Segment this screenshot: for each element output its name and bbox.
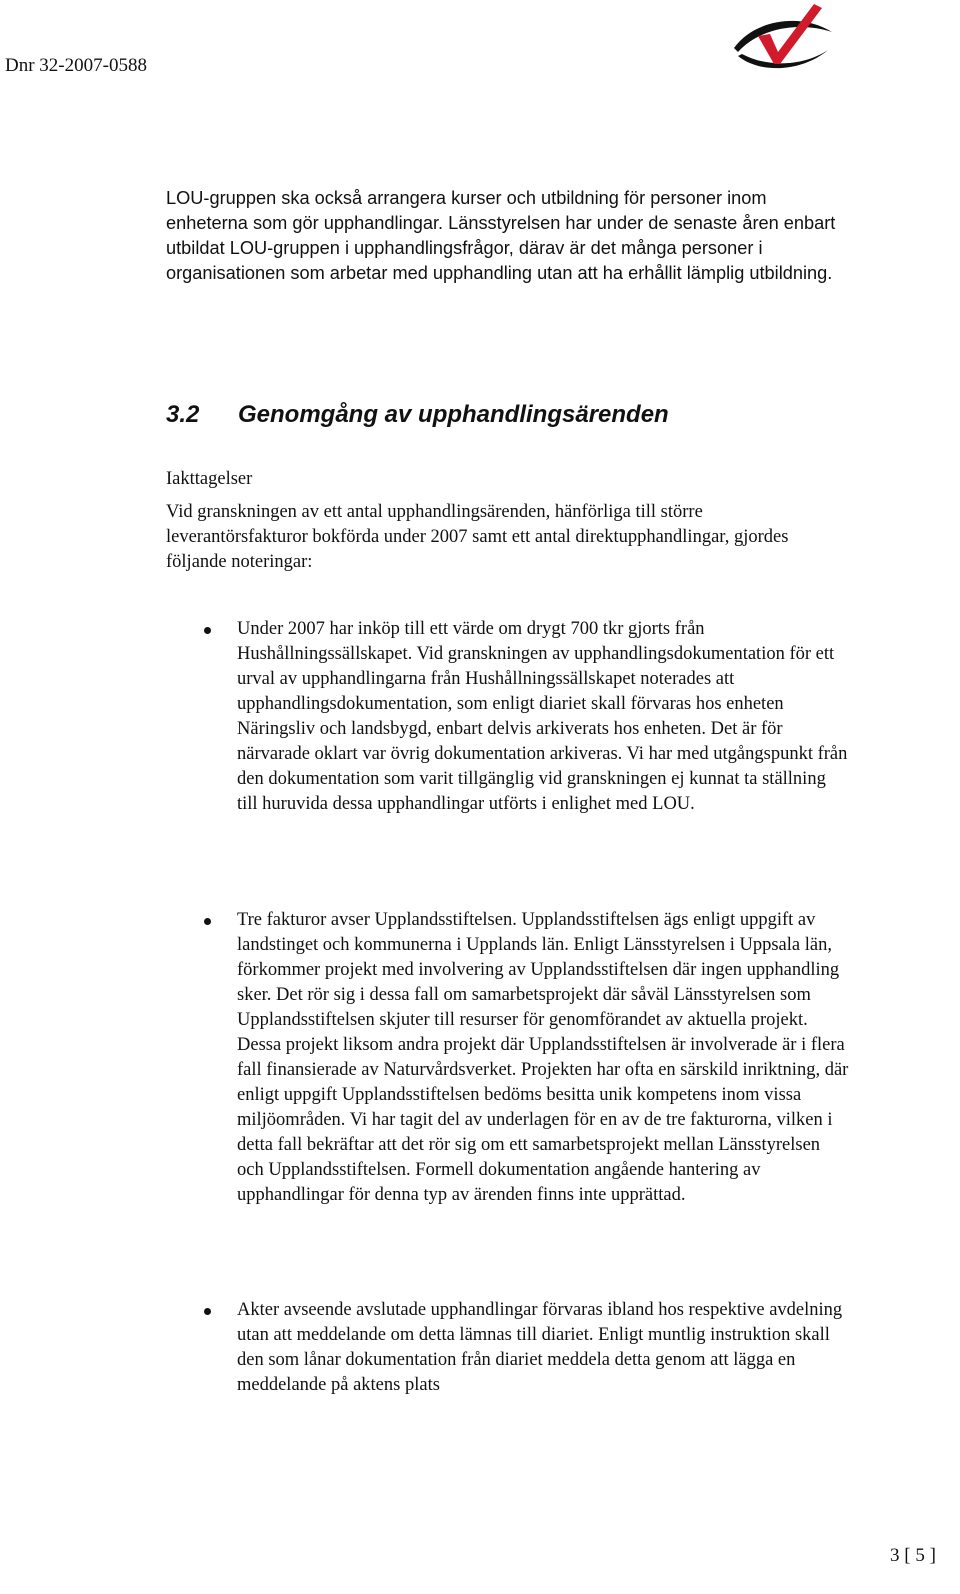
- observations-subheading: Iakttagelser: [166, 469, 253, 489]
- list-item: [237, 1298, 849, 1398]
- bullet-icon: [204, 918, 211, 925]
- section-number: 3.2: [166, 401, 200, 428]
- intro-paragraph: LOU-gruppen ska också arrangera kurser och utbildning för personer inom enheterna som gör upphandlingar. Länsstyrelsen har under de senaste åren enbart utbildat LOU-gruppen i upphandlingsfrågor, därav är det många personer i organisationen som arbetar med upphandling utan att ha erhållit lämplig utbildning.: [166, 188, 836, 283]
- list-item: [237, 908, 849, 1208]
- list-item: [237, 617, 849, 817]
- page-number: 3 [ 5 ]: [890, 1545, 936, 1566]
- section-heading: [166, 399, 669, 431]
- list-item-text: Under 2007 har inköp till ett värde om drygt 700 tkr gjorts från Hushållningssällskapet. Vid granskningen av upphandlingsdokumentation för ett urval av upphandlingarna från Hushållningssällskapet noterades att upphandlingsdokumentation, som enligt diariet skall förvaras hos enheten Näringsliv och landsbygd, enbart delvis arkiverats hos enheten. Det är för närvarade oklart var övrig dokumentation arkiveras. Vi har med utgångspunkt från den dokumentation som varit tillgänglig vid granskningen ej kunnat ta ställning till huruvida dessa upphandlingar utförts i enlighet med LOU.: [237, 619, 848, 814]
- lead-paragraph: Vid granskningen av ett antal upphandlingsärenden, hänförliga till större leverantörsfakturor bokförda under 2007 samt ett antal direktupphandlingar, gjordes följande noteringar:: [166, 502, 789, 572]
- check-mark-logo-icon: [728, 0, 838, 72]
- list-item-text: Akter avseende avslutade upphandlingar förvaras ibland hos respektive avdelning utan att meddelande om detta lämnas till diariet. Enligt muntlig instruktion skall den som lånar dokumentation från diariet meddela detta genom att lägga en meddelande på aktens plats: [237, 1300, 843, 1395]
- list-item-text: Tre fakturor avser Upplandsstiftelsen. Upplandsstiftelsen ägs enligt uppgift av landstinget och kommunerna i Upplands län. Enligt Länsstyrelsen i Uppsala län, förkommer projekt med involvering av Upplandsstiftelsen där ingen upphandling sker. Det rör sig i dessa fall om samarbetsprojekt där såväl Länsstyrelsen som Upplandsstiftelsen skjuter till resurser för genomförandet av aktuella projekt. Dessa projekt liksom andra projekt där Upplandsstiftelsen är involverade är i flera fall finansierade av Naturvårdsverket. Projekten har ofta en särskild inriktning, där enligt uppgift Upplandsstiftelsen bedöms besitta unik kompetens inom vissa miljöområden. Vi har tagit del av underlagen för en av de tre fakturorna, vilken i detta fall bekräftar att det rör sig om ett samarbetsprojekt mellan Länsstyrelsen och Upplandsstiftelsen. Formell dokumentation angående hantering av upphandlingar för denna typ av ärenden finns inte upprättad.: [237, 910, 849, 1205]
- document-number: Dnr 32-2007-0588: [5, 55, 147, 76]
- section-title: Genomgång av upphandlingsärenden: [238, 401, 669, 428]
- bullet-icon: [204, 1308, 211, 1315]
- bullet-icon: [204, 627, 211, 634]
